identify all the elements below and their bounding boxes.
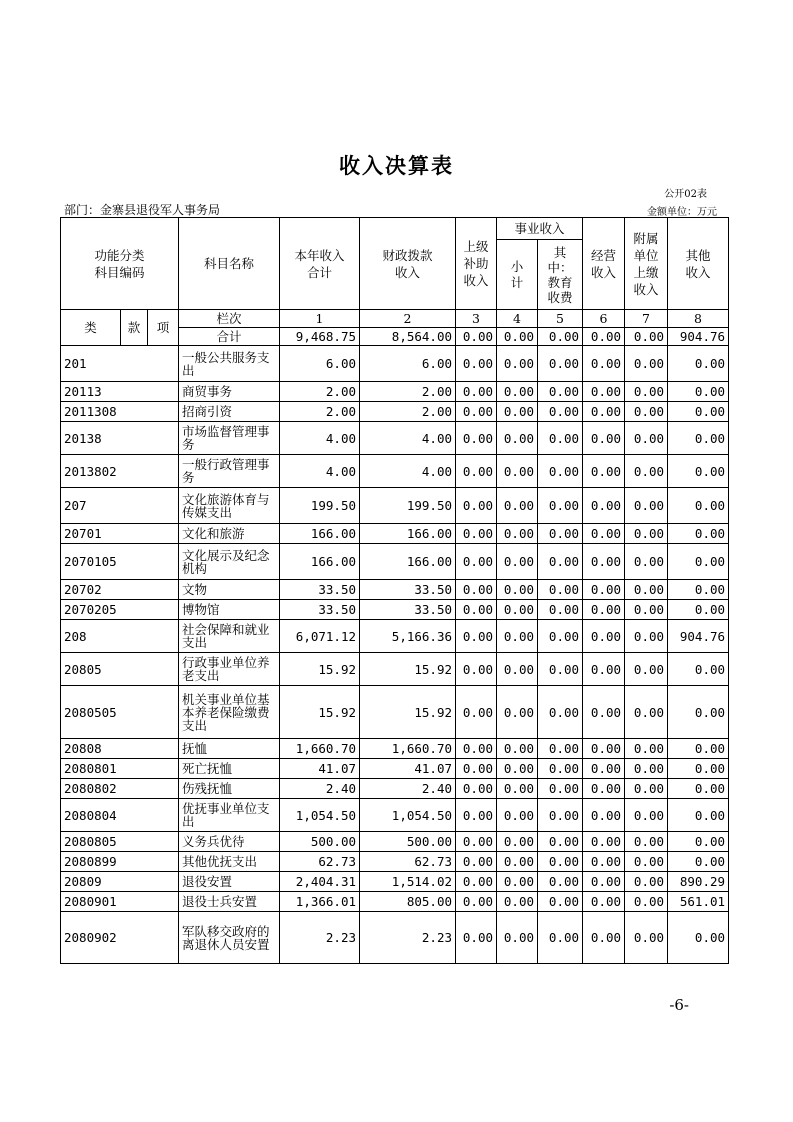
row-value: 1,366.01: [280, 892, 360, 912]
row-subject-name: 一般行政管理事务: [179, 455, 280, 488]
table-row: [61, 653, 729, 686]
row-value: 0.00: [668, 422, 729, 455]
row-value: 0.00: [456, 580, 497, 600]
row-code: 207: [61, 488, 179, 524]
row-value: 904.76: [668, 620, 729, 653]
department-label: 部门：金寨县退役军人事务局: [64, 203, 221, 217]
row-value: 33.50: [280, 600, 360, 620]
row-value: 0.00: [668, 799, 729, 832]
total-label: 合计: [179, 328, 280, 346]
row-value: 0.00: [456, 488, 497, 524]
row-subject-name: 社会保障和就业支出: [179, 620, 280, 653]
row-value: 0.00: [538, 580, 583, 600]
row-value: 0.00: [625, 382, 668, 402]
row-value: 0.00: [456, 832, 497, 852]
row-value: 0.00: [583, 455, 625, 488]
row-value: 0.00: [625, 739, 668, 759]
row-code: 20808: [61, 739, 179, 759]
table-row: [61, 346, 729, 382]
row-value: 0.00: [583, 872, 625, 892]
total-value: 0.00: [625, 328, 668, 346]
total-value: 0.00: [456, 328, 497, 346]
row-value: 2,404.31: [280, 872, 360, 892]
row-value: 1,660.70: [280, 739, 360, 759]
row-value: 0.00: [538, 422, 583, 455]
row-value: 0.00: [583, 892, 625, 912]
row-value: 6.00: [280, 346, 360, 382]
row-value: 0.00: [625, 402, 668, 422]
col-num-6: 6: [583, 310, 625, 328]
row-value: 0.00: [497, 620, 538, 653]
row-value: 0.00: [456, 544, 497, 580]
row-value: 0.00: [497, 455, 538, 488]
row-value: 0.00: [625, 779, 668, 799]
row-code: 201: [61, 346, 179, 382]
header-lanci: 栏次: [179, 310, 280, 328]
col-num-8: 8: [668, 310, 729, 328]
row-value: 0.00: [456, 600, 497, 620]
table-body: [61, 346, 729, 964]
table-row: [61, 852, 729, 872]
row-code: 208: [61, 620, 179, 653]
header-func-code-text: 功能分类 科目编码: [94, 247, 145, 280]
table-row: [61, 382, 729, 402]
row-value: 0.00: [538, 488, 583, 524]
row-subject-name: 行政事业单位养老支出: [179, 653, 280, 686]
table-row: [61, 739, 729, 759]
row-value: 0.00: [668, 852, 729, 872]
row-code: 2080805: [61, 832, 179, 852]
header-business: 事业收入: [497, 218, 583, 240]
total-value: 8,564.00: [360, 328, 456, 346]
header-fiscal: [360, 218, 456, 310]
row-code: 2011308: [61, 402, 179, 422]
row-value: 0.00: [538, 852, 583, 872]
table-row: [61, 402, 729, 422]
row-value: 0.00: [668, 779, 729, 799]
row-value: 0.00: [583, 653, 625, 686]
row-value: 0.00: [625, 422, 668, 455]
row-value: 0.00: [497, 382, 538, 402]
row-value: 0.00: [538, 382, 583, 402]
row-value: 166.00: [360, 524, 456, 544]
header-affiliated: [625, 218, 668, 310]
row-value: 0.00: [583, 600, 625, 620]
row-value: 15.92: [280, 653, 360, 686]
row-subject-name: 一般公共服务支出: [179, 346, 280, 382]
table-row: [61, 544, 729, 580]
row-value: 1,514.02: [360, 872, 456, 892]
row-value: 4.00: [360, 455, 456, 488]
row-value: 0.00: [538, 346, 583, 382]
table-row: [61, 892, 729, 912]
row-value: 0.00: [456, 852, 497, 872]
row-value: 0.00: [625, 544, 668, 580]
row-code: 2080804: [61, 799, 179, 832]
row-subject-name: 优抚事业单位支出: [179, 799, 280, 832]
header-affiliated-text: 附属 单位 上缴 收入: [633, 230, 659, 297]
header-func-code: [61, 218, 179, 310]
header-business-edu: [538, 240, 583, 310]
table-row: [61, 524, 729, 544]
row-value: 890.29: [668, 872, 729, 892]
row-subject-name: 死亡抚恤: [179, 759, 280, 779]
row-value: 33.50: [280, 580, 360, 600]
row-value: 0.00: [456, 620, 497, 653]
row-value: 0.00: [456, 759, 497, 779]
row-value: 2.00: [280, 382, 360, 402]
income-table: [60, 217, 729, 964]
row-value: 62.73: [360, 852, 456, 872]
table-row: [61, 488, 729, 524]
row-value: 0.00: [583, 912, 625, 964]
row-value: 0.00: [497, 739, 538, 759]
table-row: [61, 832, 729, 852]
total-value: 9,468.75: [280, 328, 360, 346]
table-row: [61, 600, 729, 620]
unit-label: 金额单位：万元: [647, 207, 717, 218]
row-value: 0.00: [497, 346, 538, 382]
total-value: 904.76: [668, 328, 729, 346]
row-value: 2.40: [360, 779, 456, 799]
row-value: 0.00: [456, 346, 497, 382]
row-value: 0.00: [497, 600, 538, 620]
row-value: 0.00: [625, 580, 668, 600]
table-row: [61, 422, 729, 455]
row-value: 0.00: [583, 799, 625, 832]
row-code: 20809: [61, 872, 179, 892]
row-value: 0.00: [583, 488, 625, 524]
table-row: [61, 620, 729, 653]
row-value: 2.00: [280, 402, 360, 422]
row-value: 0.00: [456, 402, 497, 422]
row-value: 0.00: [625, 600, 668, 620]
row-value: 0.00: [668, 759, 729, 779]
row-value: 0.00: [456, 455, 497, 488]
header-fiscal-text: 财政拨款 收入: [382, 247, 433, 280]
row-value: 0.00: [456, 686, 497, 739]
row-value: 0.00: [583, 759, 625, 779]
row-code: 20701: [61, 524, 179, 544]
row-value: 166.00: [280, 524, 360, 544]
row-value: 0.00: [625, 892, 668, 912]
page-title: 收入决算表: [339, 153, 454, 178]
row-code: 2080801: [61, 759, 179, 779]
form-number: 公开02表: [664, 189, 707, 200]
row-value: 0.00: [538, 620, 583, 653]
row-value: 0.00: [538, 402, 583, 422]
table-row: [61, 779, 729, 799]
row-value: 0.00: [583, 346, 625, 382]
row-value: 0.00: [538, 455, 583, 488]
row-subject-name: 其他优抚支出: [179, 852, 280, 872]
row-value: 0.00: [497, 488, 538, 524]
row-subject-name: 招商引资: [179, 402, 280, 422]
row-value: 0.00: [668, 544, 729, 580]
row-value: 0.00: [538, 872, 583, 892]
row-value: 0.00: [625, 488, 668, 524]
col-num-3: 3: [456, 310, 497, 328]
total-value: 0.00: [538, 328, 583, 346]
row-value: 1,054.50: [360, 799, 456, 832]
row-subject-name: 退役安置: [179, 872, 280, 892]
row-value: 166.00: [360, 544, 456, 580]
col-num-7: 7: [625, 310, 668, 328]
row-value: 0.00: [625, 524, 668, 544]
row-value: 41.07: [280, 759, 360, 779]
row-value: 0.00: [668, 832, 729, 852]
row-value: 0.00: [497, 686, 538, 739]
row-value: 0.00: [625, 620, 668, 653]
table-row: [61, 580, 729, 600]
row-subject-name: 义务兵优待: [179, 832, 280, 852]
table-row: [61, 759, 729, 779]
row-value: 0.00: [668, 912, 729, 964]
row-value: 0.00: [583, 402, 625, 422]
row-value: 0.00: [668, 653, 729, 686]
page-number: -6-: [669, 996, 689, 1014]
row-value: 0.00: [497, 422, 538, 455]
row-value: 0.00: [497, 852, 538, 872]
row-value: 0.00: [625, 346, 668, 382]
row-code: 20702: [61, 580, 179, 600]
row-value: 0.00: [538, 799, 583, 832]
table-row: [61, 799, 729, 832]
row-code: 20113: [61, 382, 179, 402]
header-kuan: 款: [121, 310, 148, 346]
row-value: 0.00: [538, 779, 583, 799]
row-value: 6,071.12: [280, 620, 360, 653]
row-value: 0.00: [668, 600, 729, 620]
header-total: [280, 218, 360, 310]
header-other: [668, 218, 729, 310]
row-subject-name: 博物馆: [179, 600, 280, 620]
row-value: 0.00: [668, 580, 729, 600]
row-value: 6.00: [360, 346, 456, 382]
row-code: 20138: [61, 422, 179, 455]
row-value: 0.00: [538, 832, 583, 852]
row-code: 2070105: [61, 544, 179, 580]
row-code: 20805: [61, 653, 179, 686]
row-value: 2.23: [280, 912, 360, 964]
row-code: 2080901: [61, 892, 179, 912]
row-value: 0.00: [456, 912, 497, 964]
row-value: 0.00: [538, 544, 583, 580]
table-row: [61, 912, 729, 964]
row-value: 0.00: [583, 580, 625, 600]
header-subject-name: 科目名称: [179, 218, 280, 310]
row-value: 62.73: [280, 852, 360, 872]
row-value: 0.00: [668, 488, 729, 524]
row-value: 0.00: [625, 686, 668, 739]
row-value: 0.00: [625, 872, 668, 892]
row-value: 0.00: [668, 686, 729, 739]
row-code: 2070205: [61, 600, 179, 620]
row-value: 0.00: [668, 402, 729, 422]
row-value: 0.00: [668, 739, 729, 759]
row-value: 0.00: [456, 779, 497, 799]
row-value: 0.00: [625, 912, 668, 964]
row-value: 0.00: [497, 580, 538, 600]
header-lei: 类: [61, 310, 121, 346]
row-value: 0.00: [583, 832, 625, 852]
row-value: 0.00: [538, 686, 583, 739]
row-code: 2013802: [61, 455, 179, 488]
row-value: 0.00: [456, 382, 497, 402]
row-value: 0.00: [583, 544, 625, 580]
total-value: 0.00: [583, 328, 625, 346]
row-value: 0.00: [538, 912, 583, 964]
header-business-edu-text: 其 中： 教育 收费: [547, 244, 573, 305]
row-code: 2080899: [61, 852, 179, 872]
row-value: 199.50: [360, 488, 456, 524]
row-value: 166.00: [280, 544, 360, 580]
row-value: 500.00: [360, 832, 456, 852]
row-subject-name: 文化和旅游: [179, 524, 280, 544]
row-value: 0.00: [583, 739, 625, 759]
row-subject-name: 军队移交政府的离退休人员安置: [179, 912, 280, 964]
table-row: [61, 686, 729, 739]
row-value: 0.00: [668, 346, 729, 382]
table-row: [61, 455, 729, 488]
row-value: 0.00: [538, 524, 583, 544]
row-value: 0.00: [625, 832, 668, 852]
header-other-text: 其他 收入: [685, 247, 711, 280]
table-row: [61, 872, 729, 892]
row-value: 0.00: [625, 455, 668, 488]
row-value: 0.00: [497, 872, 538, 892]
row-value: 0.00: [625, 653, 668, 686]
row-value: 0.00: [497, 402, 538, 422]
row-value: 2.23: [360, 912, 456, 964]
row-value: 1,054.50: [280, 799, 360, 832]
row-value: 500.00: [280, 832, 360, 852]
row-value: 0.00: [668, 524, 729, 544]
row-value: 0.00: [625, 799, 668, 832]
row-value: 0.00: [625, 759, 668, 779]
row-value: 4.00: [280, 422, 360, 455]
row-value: 0.00: [538, 739, 583, 759]
row-code: 2080505: [61, 686, 179, 739]
col-num-4: 4: [497, 310, 538, 328]
row-value: 0.00: [583, 779, 625, 799]
row-value: 0.00: [456, 872, 497, 892]
col-num-2: 2: [360, 310, 456, 328]
row-value: 0.00: [583, 382, 625, 402]
row-value: 0.00: [538, 759, 583, 779]
row-value: 0.00: [497, 524, 538, 544]
row-value: 33.50: [360, 580, 456, 600]
row-value: 0.00: [497, 799, 538, 832]
col-num-1: 1: [280, 310, 360, 328]
row-value: 0.00: [668, 455, 729, 488]
row-value: 0.00: [538, 600, 583, 620]
row-value: 41.07: [360, 759, 456, 779]
row-subject-name: 市场监督管理事务: [179, 422, 280, 455]
row-value: 0.00: [456, 892, 497, 912]
row-value: 0.00: [456, 799, 497, 832]
row-value: 0.00: [583, 852, 625, 872]
col-num-5: 5: [538, 310, 583, 328]
header-business-subtotal: [497, 240, 538, 310]
row-subject-name: 抚恤: [179, 739, 280, 759]
row-value: 5,166.36: [360, 620, 456, 653]
row-value: 4.00: [280, 455, 360, 488]
row-value: 0.00: [497, 759, 538, 779]
row-value: 0.00: [497, 653, 538, 686]
row-value: 0.00: [497, 912, 538, 964]
header-operating-text: 经营 收入: [591, 247, 617, 280]
row-value: 0.00: [538, 653, 583, 686]
row-value: 0.00: [583, 620, 625, 653]
row-value: 0.00: [583, 686, 625, 739]
row-subject-name: 文化旅游体育与传媒支出: [179, 488, 280, 524]
header-superior: [456, 218, 497, 310]
row-value: 15.92: [280, 686, 360, 739]
row-value: 4.00: [360, 422, 456, 455]
row-value: 1,660.70: [360, 739, 456, 759]
row-value: 0.00: [497, 779, 538, 799]
header-business-subtotal-text: 小 计: [510, 258, 524, 290]
row-value: 805.00: [360, 892, 456, 912]
row-value: 0.00: [583, 524, 625, 544]
row-value: 0.00: [538, 892, 583, 912]
row-value: 2.00: [360, 382, 456, 402]
row-subject-name: 伤残抚恤: [179, 779, 280, 799]
row-value: 0.00: [456, 524, 497, 544]
row-value: 199.50: [280, 488, 360, 524]
row-value: 0.00: [668, 382, 729, 402]
row-value: 0.00: [625, 852, 668, 872]
row-value: 0.00: [497, 832, 538, 852]
row-value: 2.40: [280, 779, 360, 799]
row-code: 2080802: [61, 779, 179, 799]
row-value: 0.00: [497, 544, 538, 580]
row-value: 15.92: [360, 686, 456, 739]
row-value: 561.01: [668, 892, 729, 912]
header-total-text: 本年收入 合计: [294, 247, 345, 280]
row-subject-name: 文物: [179, 580, 280, 600]
row-value: 2.00: [360, 402, 456, 422]
row-subject-name: 文化展示及纪念机构: [179, 544, 280, 580]
row-value: 0.00: [583, 422, 625, 455]
row-value: 0.00: [456, 422, 497, 455]
row-value: 0.00: [456, 739, 497, 759]
row-value: 0.00: [497, 892, 538, 912]
row-subject-name: 机关事业单位基本养老保险缴费支出: [179, 686, 280, 739]
row-value: 33.50: [360, 600, 456, 620]
row-subject-name: 商贸事务: [179, 382, 280, 402]
row-value: 15.92: [360, 653, 456, 686]
row-subject-name: 退役士兵安置: [179, 892, 280, 912]
header-superior-text: 上级 补助 收入: [463, 239, 489, 288]
total-value: 0.00: [497, 328, 538, 346]
row-value: 0.00: [456, 653, 497, 686]
header-xiang: 项: [148, 310, 179, 346]
header-operating: [583, 218, 625, 310]
row-code: 2080902: [61, 912, 179, 964]
